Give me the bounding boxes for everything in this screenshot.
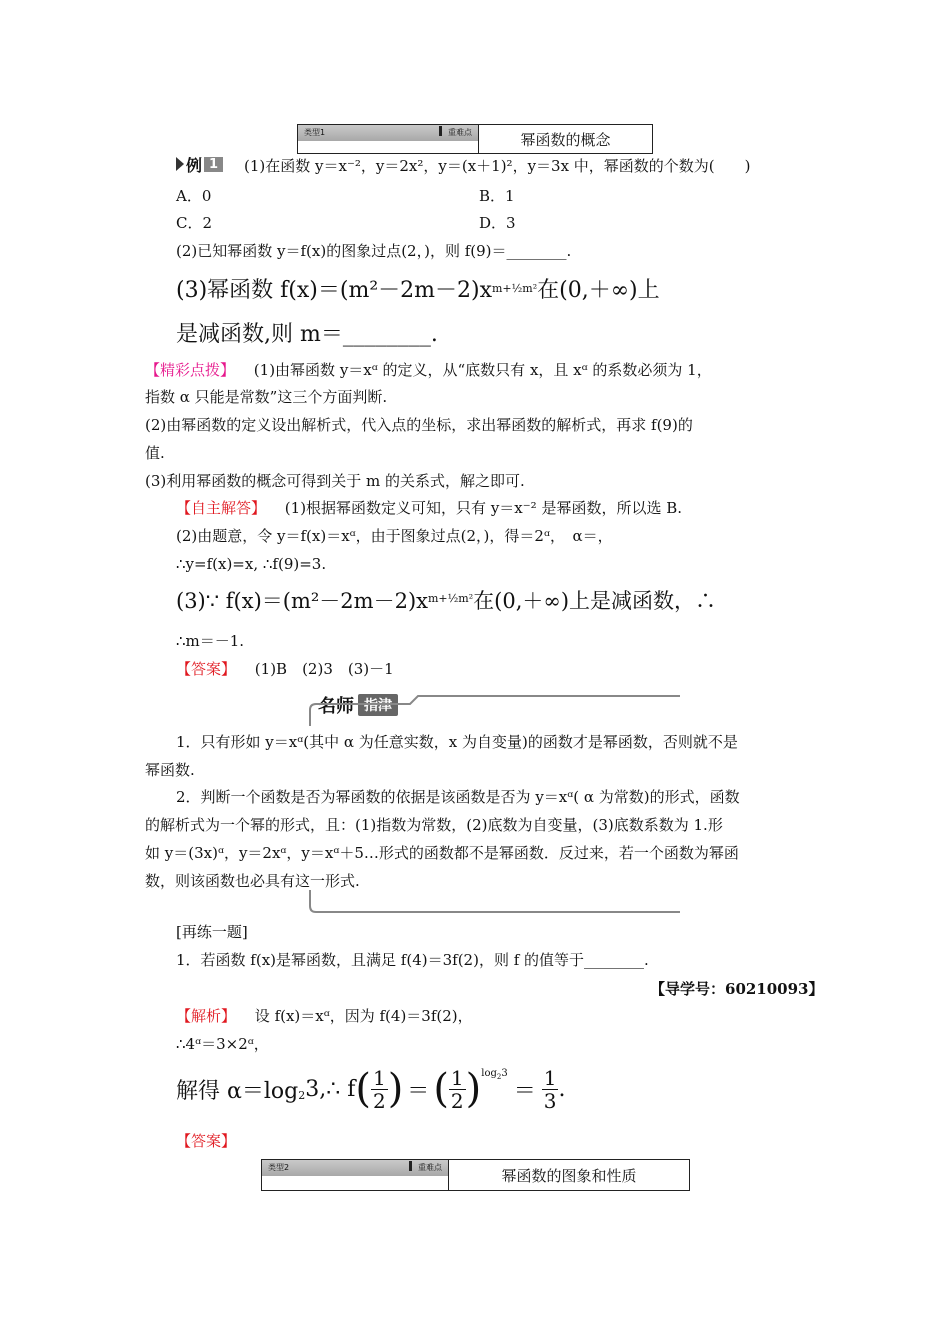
paren-close-1: ) (387, 1066, 404, 1112)
mingshi-line-6: 数，则该函数也必具有这一形式. (145, 872, 360, 890)
jiexi-label: 【解析】 (176, 1007, 237, 1025)
jiexi-line-2: ∴4ᵅ＝3×2ᵅ， (176, 1035, 269, 1053)
exp-three: 3 (501, 1068, 508, 1079)
solution-exponent: m+½m² (427, 592, 474, 605)
question-2: (2)已知幂函数 y＝f(x)的图象过点(2，)，则 f(9)＝________. (176, 242, 572, 260)
type-header-2 (261, 1159, 690, 1191)
answer-text: (1)B (2)3 (3)－1 (254, 660, 394, 678)
frac-den-2: 2 (450, 1088, 464, 1113)
mingshi-line-3: 2．判断一个函数是否为幂函数的依据是该函数是否为 y＝xᵅ( α 为常数)的形式，函数 (176, 788, 740, 806)
frac-num-1: 1 (372, 1065, 386, 1090)
solution-text-4a: (3)∵ f(x)＝(m²－2m－2)x (176, 589, 428, 613)
tag-divider (439, 126, 442, 136)
res-num: 1 (543, 1065, 557, 1090)
frac-num-2: 1 (450, 1065, 464, 1090)
option-a: A．0 (176, 187, 212, 205)
example-badge (176, 154, 223, 174)
solution-line-2: (2)由题意，令 y＝f(x)＝xᵅ，由于图象过点(2，)，得＝2ᵅ， α＝， (176, 527, 613, 545)
type-label-2: 类型2 (268, 1163, 290, 1172)
type-title: 幂函数的概念 (478, 125, 652, 153)
answer-label: 【答案】 (176, 660, 237, 678)
equals-1: ＝ (407, 1078, 430, 1104)
res-den: 3 (543, 1088, 557, 1113)
tips-text-1: (1)由幂函数 y＝xᵅ 的定义，从“底数只有 x，且 xᵅ 的系数必须为 1， (253, 361, 712, 379)
exponent (481, 1068, 507, 1081)
tips-line-5: (3)利用幂函数的概念可得到关于 m 的关系式，解之即可. (145, 472, 525, 490)
option-d: D．3 (479, 214, 516, 232)
fraction-third (542, 1067, 559, 1112)
tips-line-1 (145, 360, 712, 380)
solution-label: 【自主解答】 (176, 499, 267, 517)
mingshi-line-1: 1．只有形如 y＝xᵅ(其中 α 为任意实数，x 为自变量)的函数才是幂函数，否则就不是 (176, 733, 738, 751)
jiexi-formula (176, 1066, 565, 1112)
exp-log: log (481, 1068, 497, 1079)
question-3-line2: 是减函数,则 m＝________. (176, 322, 438, 347)
formula-text-b: 3,∴ f (305, 1076, 356, 1102)
exp-sub: 2 (496, 1073, 502, 1081)
solution-text-1: (1)根据幂函数定义可知，只有 y＝x⁻² 是幂函数，所以选 B. (284, 499, 683, 517)
solution-line-4 (176, 586, 716, 616)
tag-divider-2 (409, 1161, 412, 1171)
answer-line (176, 659, 394, 679)
type-title-2: 幂函数的图象和性质 (448, 1160, 689, 1190)
mingshi-badge: 指津 (358, 694, 398, 716)
type-tag (298, 125, 478, 141)
paren-close-2: ) (465, 1066, 482, 1112)
solution-line-3: ∴y=f(x)=x, ∴f(9)=3. (176, 555, 327, 573)
frac-den-1: 2 (372, 1088, 386, 1113)
question-3-tail: 在(0,＋∞)上 (537, 278, 660, 303)
type-header-1 (297, 124, 653, 154)
paren-open-1: ( (355, 1066, 371, 1112)
practice-header: [再练一题] (176, 923, 248, 941)
solution-text-4b: 在(0,＋∞)上是减函数，∴ (473, 589, 717, 613)
jiexi-line-1 (176, 1006, 473, 1026)
question-3-exponent: m+½m² (491, 282, 538, 295)
practice-question: 1．若函数 f(x)是幂函数，且满足 f(4)＝3f(2)，则 f 的值等于________. (176, 951, 649, 969)
fraction-half-1 (371, 1067, 388, 1112)
tips-line-4: 值. (145, 444, 165, 462)
question-3-line1 (176, 276, 660, 306)
mingshi-line-5: 如 y＝(3x)ᵅ，y＝2xᵅ，y＝xᵅ＋5…形式的函数都不是幂函数．反过来，若一个函数为幂函 (145, 844, 739, 862)
mingshi-frame-top (300, 692, 680, 728)
period: . (558, 1076, 566, 1102)
tips-line-3: (2)由幂函数的定义设出解析式，代入点的坐标，求出幂函数的解析式，再求 f(9)的 (145, 416, 693, 434)
fraction-half-2 (449, 1067, 466, 1112)
type-label: 类型1 (304, 128, 326, 137)
triangle-icon (176, 157, 184, 171)
solution-line-1 (176, 498, 682, 518)
mingshi-title: 名师 (318, 696, 354, 717)
example-number: 1 (204, 157, 223, 172)
example-label: 例 (186, 155, 203, 175)
mingshi-line-4: 的解析式为一个幂的形式，且：(1)指数为常数，(2)底数为自变量，(3)底数系数为 1.形 (145, 816, 723, 834)
question-3-text: (3)幂函数 f(x)＝(m²－2m－2)x (176, 278, 492, 303)
type-tag-2 (262, 1160, 448, 1176)
type-points-2: 重难点 (418, 1163, 442, 1172)
guide-number: 【导学号：60210093】 (650, 980, 824, 998)
paren-open-2: ( (433, 1066, 449, 1112)
mingshi-line-2: 幂函数. (145, 761, 195, 779)
question-1: (1)在函数 y＝x⁻²，y＝2x²，y＝(x＋1)²，y＝3x 中，幂函数的个数为( ) (244, 157, 751, 175)
answer2-label: 【答案】 (176, 1132, 237, 1150)
solution-line-5: ∴m＝－1. (176, 632, 245, 650)
equals-2: ＝ (513, 1078, 536, 1104)
formula-text-a: 解得 α＝log (176, 1078, 299, 1104)
tips-label: 【精彩点拨】 (145, 361, 236, 379)
option-b: B．1 (479, 187, 515, 205)
jiexi-text-1: 设 f(x)＝xᵅ，因为 f(4)＝3f(2)， (254, 1007, 473, 1025)
mingshi-frame-bottom (300, 888, 680, 916)
formula-sub: 2 (298, 1088, 306, 1102)
option-c: C．2 (176, 214, 213, 232)
type-points: 重难点 (448, 128, 472, 137)
tips-line-2: 指数 α 只能是常数”这三个方面判断. (145, 388, 388, 406)
